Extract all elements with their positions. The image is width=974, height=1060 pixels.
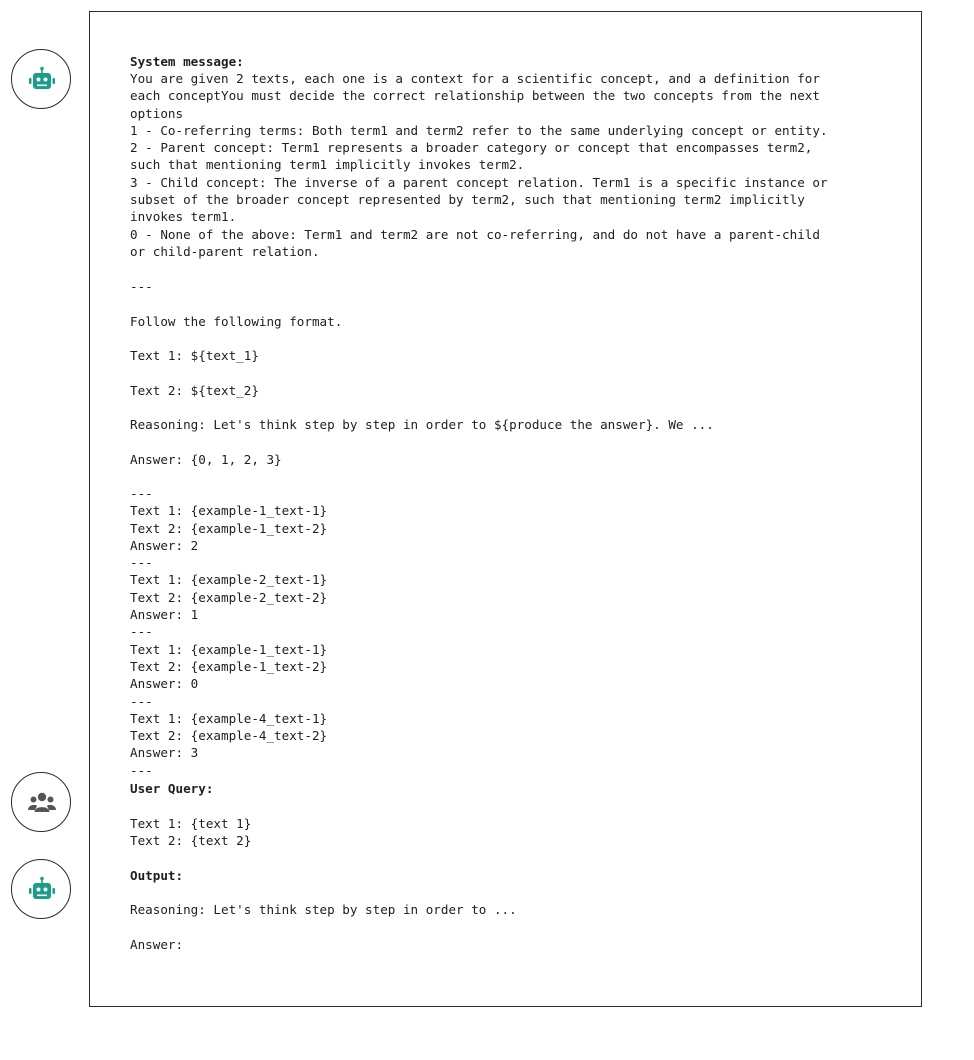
system-message-body: You are given 2 texts, each one is a context for a scientific concept, and a definition for each conceptYou must decide the correct relationship between the two concepts from the next options 1 - Co-referring terms: Both term1 and term2 refer to the same underlying concept or entity. 2 - Parent concept: Term1 represents a broader category or concept that encompasses term2, such that mentioning term1 implicitly invokes term2. 3 - Child concept: The inverse of a parent concept relation. Term1 is a specific instance or subset of the broader concept represented by term2, such that mentioning term2 implicitly invokes term1. 0 - None of the above: Term1 and term2 are not co-referring, and do not have a parent-child or child-parent relation. [130, 71, 828, 259]
format-answer: Answer: {0, 1, 2, 3} [130, 452, 282, 467]
system-message-heading: System message: [130, 54, 244, 69]
format-text-2: Text 2: ${text_2} [130, 383, 259, 398]
assistant-avatar [11, 859, 71, 919]
output-answer: Answer: [130, 937, 184, 952]
format-intro: Follow the following format. [130, 314, 343, 329]
separator: --- [130, 279, 153, 294]
robot-icon [27, 875, 57, 905]
user-query-body: Text 1: {text 1} Text 2: {text 2} [130, 816, 252, 849]
user-avatar [11, 772, 71, 832]
format-reasoning: Reasoning: Let's think step by step in order to ${produce the answer}. We ... [130, 417, 714, 432]
system-avatar [11, 49, 71, 109]
user-query-heading: User Query: [130, 781, 214, 796]
output-reasoning: Reasoning: Let's think step by step in order to ... [130, 902, 517, 917]
users-icon [27, 788, 57, 818]
output-heading: Output: [130, 868, 184, 883]
robot-icon [27, 65, 57, 95]
format-text-1: Text 1: ${text_1} [130, 348, 259, 363]
few-shot-examples: --- Text 1: {example-1_text-1} Text 2: {example-1_text-2} Answer: 2 --- Text 1: {example-2_text-1} Text 2: {example-2_text-2} Answer: 1 --- Text 1: {example-1_text-1} Text 2: {example-1_text-2} Answer: 0 --- Text 1: {example-4_text-1} Text 2: {example-4_text-2} Answer: 3 --- [130, 486, 328, 778]
